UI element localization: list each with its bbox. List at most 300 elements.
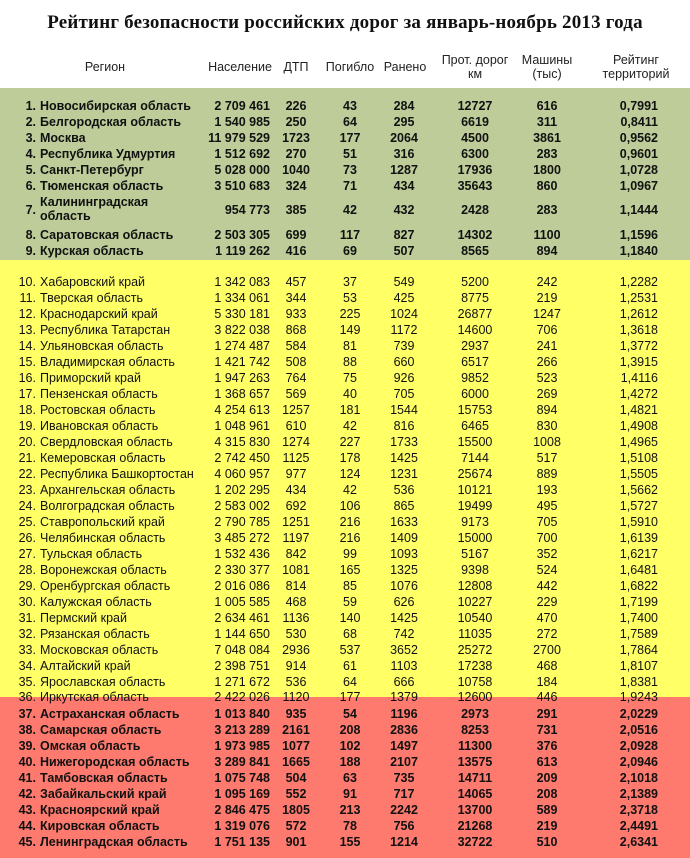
cell-injured: 549	[393, 275, 415, 289]
cell-region: Оренбургская область	[40, 578, 171, 593]
table-row	[0, 689, 690, 705]
cell-injured: 434	[393, 179, 415, 193]
cell-dtp: 935	[285, 707, 307, 721]
cell-population: 1 075 748	[214, 771, 270, 785]
cell-dtp: 2161	[282, 723, 310, 737]
cell-rating: 1,9243	[619, 690, 658, 705]
cell-num: 8.	[25, 228, 36, 242]
cell-roads: 6000	[461, 386, 489, 401]
cell-population: 2 398 751	[214, 658, 270, 673]
cell-injured: 1172	[390, 322, 418, 337]
cell-roads: 25272	[457, 642, 493, 657]
cell-injured: 295	[393, 115, 415, 129]
cell-num: 18.	[18, 402, 36, 417]
cell-num: 23.	[18, 482, 36, 497]
cell-died: 42	[343, 482, 357, 497]
cell-num: 28.	[18, 562, 36, 577]
cell-cars: 894	[536, 244, 558, 258]
cell-injured: 816	[393, 418, 415, 433]
cell-died: 181	[339, 402, 361, 417]
cell-region: Тульская область	[40, 546, 143, 561]
cell-dtp: 933	[285, 306, 307, 321]
cell-roads: 14600	[457, 322, 493, 337]
cell-injured: 1633	[390, 514, 418, 529]
cell-num: 29.	[18, 578, 36, 593]
cell-region: Рязанская область	[40, 626, 150, 641]
cell-roads: 6300	[461, 147, 489, 161]
cell-cars: 352	[536, 546, 558, 561]
cell-rating: 1,3915	[619, 354, 658, 369]
cell-region: Курская область	[40, 244, 144, 258]
cell-roads: 8775	[461, 290, 489, 305]
cell-num: 27.	[18, 546, 36, 561]
cell-region: Республика Башкортостан	[40, 466, 194, 481]
cell-region: Тверская область	[40, 290, 143, 305]
table-row	[0, 594, 690, 610]
cell-roads: 10540	[457, 610, 493, 625]
table-row	[0, 338, 690, 354]
cell-died: 117	[339, 228, 361, 242]
cell-cars: 524	[536, 562, 558, 577]
table-row	[0, 738, 690, 754]
cell-population: 2 790 785	[214, 514, 270, 529]
cell-roads: 10227	[457, 594, 493, 609]
cell-injured: 1409	[390, 530, 418, 545]
cell-region: Кировская область	[40, 819, 160, 833]
cell-num: 3.	[25, 131, 36, 145]
cell-region: Забайкальский край	[40, 787, 167, 801]
table-row	[0, 610, 690, 626]
cell-roads: 10121	[457, 482, 493, 497]
cell-population: 2 742 450	[214, 450, 270, 465]
cell-region: Владимирская область	[40, 354, 175, 369]
cell-injured: 1024	[390, 306, 418, 321]
cell-died: 64	[343, 674, 357, 689]
cell-num: 10.	[18, 275, 36, 289]
cell-cars: 242	[536, 275, 558, 289]
cell-injured: 1214	[390, 835, 418, 849]
cell-rating: 1,6822	[619, 578, 658, 593]
cell-cars: 229	[536, 594, 558, 609]
table-row	[0, 306, 690, 322]
cell-rating: 2,4491	[619, 819, 658, 833]
cell-region: Новосибирская область	[40, 99, 191, 113]
cell-num: 6.	[25, 179, 36, 193]
cell-roads: 4500	[461, 131, 489, 145]
cell-cars: 446	[536, 690, 558, 705]
cell-rating: 2,1018	[619, 771, 658, 785]
cell-rating: 1,6139	[619, 530, 658, 545]
cell-injured: 742	[393, 626, 415, 641]
cell-population: 2 846 475	[214, 803, 270, 817]
cell-rating: 2,6341	[619, 835, 658, 849]
cell-population: 5 028 000	[214, 163, 270, 177]
cell-region: Ставропольский край	[40, 514, 165, 529]
cell-dtp: 1040	[282, 163, 310, 177]
cell-num: 15.	[18, 354, 36, 369]
cell-num: 37.	[18, 707, 36, 721]
cell-injured: 1287	[390, 163, 418, 177]
cell-injured: 284	[393, 99, 415, 113]
cell-region: Приморский край	[40, 370, 141, 385]
cell-rating: 1,6217	[619, 546, 658, 561]
header-roads-line1: Прот. дорог	[441, 53, 509, 67]
cell-roads: 35643	[457, 179, 493, 193]
cell-num: 14.	[18, 338, 36, 353]
cell-injured: 739	[393, 338, 415, 353]
cell-cars: 241	[536, 338, 558, 353]
cell-roads: 17238	[457, 658, 493, 673]
cell-rating: 0,9562	[619, 131, 658, 145]
cell-injured: 2107	[390, 755, 418, 769]
cell-died: 78	[343, 819, 357, 833]
cell-rating: 1,1444	[619, 203, 658, 217]
cell-dtp: 508	[285, 354, 307, 369]
cell-rating: 1,7199	[619, 594, 658, 609]
cell-died: 225	[339, 306, 361, 321]
cell-num: 41.	[18, 771, 36, 785]
cell-injured: 660	[393, 354, 415, 369]
cell-roads: 32722	[457, 835, 493, 849]
cell-injured: 432	[393, 203, 415, 217]
header-dtp: ДТП	[283, 60, 309, 74]
cell-dtp: 1257	[282, 402, 310, 417]
cell-cars: 1100	[533, 228, 561, 242]
cell-region: Красноярский край	[40, 803, 160, 817]
cell-rating: 1,5910	[619, 514, 658, 529]
cell-region: Челябинская область	[40, 530, 166, 545]
cell-injured: 1425	[390, 610, 418, 625]
cell-died: 53	[343, 290, 357, 305]
cell-cars: 589	[536, 803, 558, 817]
cell-num: 16.	[18, 370, 36, 385]
cell-cars: 272	[536, 626, 558, 641]
cell-population: 1 334 061	[214, 290, 270, 305]
cell-region: Иркутская область	[40, 690, 149, 705]
cell-region: Нижегородская область	[40, 755, 190, 769]
cell-region: Московская область	[40, 642, 159, 657]
cell-region: Белгородская область	[40, 115, 182, 129]
cell-population: 1 119 262	[215, 244, 270, 258]
cell-dtp: 226	[285, 99, 307, 113]
table-row	[0, 450, 690, 466]
cell-rating: 0,8411	[620, 115, 658, 129]
cell-injured: 666	[393, 674, 415, 689]
cell-died: 71	[343, 179, 357, 193]
table-row	[0, 482, 690, 498]
cell-injured: 1425	[390, 450, 418, 465]
cell-region: Самарская область	[40, 723, 162, 737]
cell-num: 33.	[18, 642, 36, 657]
cell-dtp: 250	[285, 115, 307, 129]
cell-dtp: 1125	[282, 450, 310, 465]
table-row	[0, 786, 690, 802]
cell-num: 11.	[19, 290, 36, 305]
cell-region: Ульяновская область	[40, 338, 164, 353]
cell-injured: 705	[393, 386, 415, 401]
cell-population: 3 289 841	[214, 755, 270, 769]
cell-num: 20.	[18, 434, 36, 449]
cell-population: 1 013 840	[214, 707, 270, 721]
cell-rating: 1,7864	[619, 642, 658, 657]
cell-injured: 1231	[390, 466, 418, 481]
table-row	[0, 674, 690, 690]
cell-died: 43	[343, 99, 357, 113]
cell-injured: 1196	[390, 707, 418, 721]
cell-region: Республика Татарстан	[40, 322, 171, 337]
cell-dtp: 610	[285, 418, 307, 433]
cell-died: 155	[339, 835, 361, 849]
cell-population: 1 048 961	[214, 418, 270, 433]
cell-num: 31.	[18, 610, 36, 625]
cell-population: 4 060 957	[214, 466, 270, 481]
cell-region: Ленинградская область	[40, 835, 188, 849]
cell-injured: 316	[393, 147, 415, 161]
cell-dtp: 552	[285, 787, 307, 801]
cell-dtp: 868	[285, 322, 307, 337]
table-row	[0, 354, 690, 370]
cell-rating: 1,2612	[619, 306, 658, 321]
cell-cars: 1800	[533, 163, 561, 177]
cell-cars: 700	[536, 530, 558, 545]
cell-region: Волгоградская область	[40, 498, 175, 513]
table-row	[0, 754, 690, 770]
cell-dtp: 572	[285, 819, 307, 833]
cell-injured: 1076	[390, 578, 418, 593]
cell-died: 42	[343, 418, 357, 433]
cell-population: 1 947 263	[214, 370, 270, 385]
cell-roads: 15753	[457, 402, 493, 417]
cell-cars: 283	[536, 147, 558, 161]
cell-injured: 2064	[390, 131, 418, 145]
cell-died: 177	[339, 690, 361, 705]
cell-dtp: 1120	[282, 690, 310, 705]
cell-cars: 376	[536, 739, 558, 753]
table-row	[0, 114, 690, 130]
cell-population: 1 319 076	[214, 819, 270, 833]
cell-rating: 1,2282	[619, 275, 658, 289]
cell-roads: 13700	[457, 803, 493, 817]
cell-rating: 2,1389	[619, 787, 658, 801]
cell-injured: 1103	[390, 658, 418, 673]
cell-dtp: 1723	[282, 131, 310, 145]
cell-rating: 1,5108	[619, 450, 658, 465]
cell-region: Ростовская область	[40, 402, 156, 417]
table-row	[0, 402, 690, 418]
cell-injured: 1733	[390, 434, 418, 449]
cell-rating: 1,0967	[619, 179, 658, 193]
cell-died: 537	[339, 642, 361, 657]
cell-rating: 1,8107	[619, 658, 658, 673]
header-region: Регион	[84, 60, 126, 74]
cell-cars: 193	[536, 482, 558, 497]
cell-region: Саратовская область	[40, 228, 174, 242]
cell-num: 1.	[25, 99, 36, 113]
cell-roads: 14302	[457, 228, 493, 242]
cell-num: 4.	[25, 147, 36, 161]
cell-region: Воронежская область	[40, 562, 167, 577]
cell-rating: 1,2531	[619, 290, 658, 305]
cell-dtp: 416	[285, 244, 307, 258]
cell-died: 165	[339, 562, 361, 577]
cell-population: 11 979 529	[208, 131, 270, 145]
cell-died: 140	[339, 610, 361, 625]
table-row	[0, 818, 690, 834]
cell-region: Пермский край	[40, 610, 127, 625]
cell-num: 26.	[18, 530, 36, 545]
cell-rating: 1,7589	[619, 626, 658, 641]
table-row	[0, 562, 690, 578]
cell-cars: 731	[536, 723, 558, 737]
cell-dtp: 1081	[282, 562, 310, 577]
cell-cars: 209	[536, 771, 558, 785]
cell-died: 213	[339, 803, 361, 817]
cell-rating: 1,1840	[619, 244, 658, 258]
cell-died: 54	[343, 707, 357, 721]
cell-rating: 1,8381	[619, 674, 658, 689]
table-row	[0, 770, 690, 786]
cell-rating: 1,5505	[619, 466, 658, 481]
cell-rating: 1,5662	[619, 482, 658, 497]
cell-cars: 269	[536, 386, 558, 401]
cell-injured: 3652	[390, 642, 418, 657]
cell-roads: 9398	[461, 562, 489, 577]
table-row	[0, 162, 690, 178]
cell-died: 61	[343, 658, 357, 673]
cell-population: 3 510 683	[214, 179, 270, 193]
cell-cars: 1247	[533, 306, 561, 321]
cell-dtp: 530	[285, 626, 307, 641]
cell-population: 2 330 377	[214, 562, 270, 577]
cell-population: 4 254 613	[214, 402, 270, 417]
cell-num: 12.	[18, 306, 36, 321]
cell-dtp: 764	[285, 370, 307, 385]
cell-num: 44.	[18, 819, 36, 833]
table-row	[0, 498, 690, 514]
cell-injured: 717	[393, 787, 415, 801]
cell-cars: 2700	[533, 642, 561, 657]
header-injured: Ранено	[383, 60, 427, 74]
cell-region: Санкт-Петербург	[40, 163, 144, 177]
cell-region: Калужская область	[40, 594, 152, 609]
cell-population: 1 274 487	[214, 338, 270, 353]
header-died: Погибло	[325, 60, 375, 74]
cell-died: 51	[343, 147, 357, 161]
cell-roads: 15500	[457, 434, 493, 449]
cell-dtp: 901	[285, 835, 307, 849]
cell-dtp: 2936	[282, 642, 310, 657]
cell-num: 36.	[18, 690, 36, 705]
table-row	[0, 322, 690, 338]
cell-region: Кемеровская область	[40, 450, 166, 465]
cell-died: 99	[343, 546, 357, 561]
cell-injured: 735	[393, 771, 415, 785]
cell-num: 34.	[18, 658, 36, 673]
cell-roads: 25674	[457, 466, 493, 481]
cell-cars: 442	[536, 578, 558, 593]
header-rating-line2: территорий	[602, 67, 670, 81]
table-row	[0, 466, 690, 482]
cell-died: 69	[343, 244, 357, 258]
table-row	[0, 98, 690, 114]
cell-region: Омская область	[40, 739, 141, 753]
cell-dtp: 324	[285, 179, 307, 193]
cell-died: 40	[343, 386, 357, 401]
cell-roads: 5200	[461, 275, 489, 289]
cell-num: 5.	[25, 163, 36, 177]
cell-roads: 2937	[461, 338, 489, 353]
cell-num: 39.	[18, 739, 36, 753]
cell-dtp: 1136	[282, 610, 310, 625]
cell-dtp: 1805	[282, 803, 310, 817]
cell-population: 1 421 742	[214, 354, 270, 369]
cell-population: 1 271 672	[214, 674, 270, 689]
cell-region: Москва	[40, 131, 86, 145]
cell-dtp: 434	[285, 482, 307, 497]
cell-roads: 5167	[461, 546, 489, 561]
cell-cars: 523	[536, 370, 558, 385]
cell-died: 106	[339, 498, 361, 513]
cell-rating: 0,7991	[619, 99, 658, 113]
table-row	[0, 642, 690, 658]
cell-injured: 2836	[390, 723, 418, 737]
cell-roads: 17936	[457, 163, 493, 177]
cell-dtp: 344	[285, 290, 307, 305]
cell-region: Тюменская область	[40, 179, 164, 193]
table-row	[0, 130, 690, 146]
cell-num: 13.	[18, 322, 36, 337]
cell-num: 30.	[18, 594, 36, 609]
cell-cars: 706	[536, 322, 558, 337]
cell-num: 43.	[18, 803, 36, 817]
cell-injured: 1093	[390, 546, 418, 561]
cell-region: Хабаровский край	[40, 275, 146, 289]
table-row	[0, 546, 690, 562]
cell-population: 1 540 985	[214, 115, 270, 129]
cell-roads: 21268	[457, 819, 493, 833]
table-row	[0, 290, 690, 306]
cell-rating: 2,0946	[619, 755, 658, 769]
cell-dtp: 1665	[282, 755, 310, 769]
cell-num: 40.	[18, 755, 36, 769]
cell-roads: 6465	[461, 418, 489, 433]
cell-rating: 1,3772	[619, 338, 658, 353]
cell-injured: 827	[393, 228, 415, 242]
cell-roads: 6619	[461, 115, 489, 129]
cell-cars: 613	[536, 755, 558, 769]
cell-dtp: 270	[285, 147, 307, 161]
cell-cars: 470	[536, 610, 558, 625]
cell-rating: 1,0728	[619, 163, 658, 177]
cell-population: 4 315 830	[214, 434, 270, 449]
cell-rating: 1,4965	[619, 434, 658, 449]
cell-region: Ярославская область	[40, 674, 166, 689]
table-row	[0, 706, 690, 722]
cell-population: 1 532 436	[214, 546, 270, 561]
cell-region: Краснодарский край	[40, 306, 158, 321]
cell-population: 1 973 985	[214, 739, 270, 753]
cell-died: 73	[343, 163, 357, 177]
cell-roads: 19499	[457, 498, 493, 513]
cell-rating: 1,4908	[619, 418, 658, 433]
cell-cars: 616	[536, 99, 558, 113]
cell-population: 2 503 305	[214, 228, 270, 242]
cell-cars: 830	[536, 418, 558, 433]
table-row	[0, 722, 690, 738]
cell-rating: 1,4821	[619, 402, 658, 417]
cell-num: 22.	[18, 466, 36, 481]
cell-population: 1 144 650	[214, 626, 270, 641]
